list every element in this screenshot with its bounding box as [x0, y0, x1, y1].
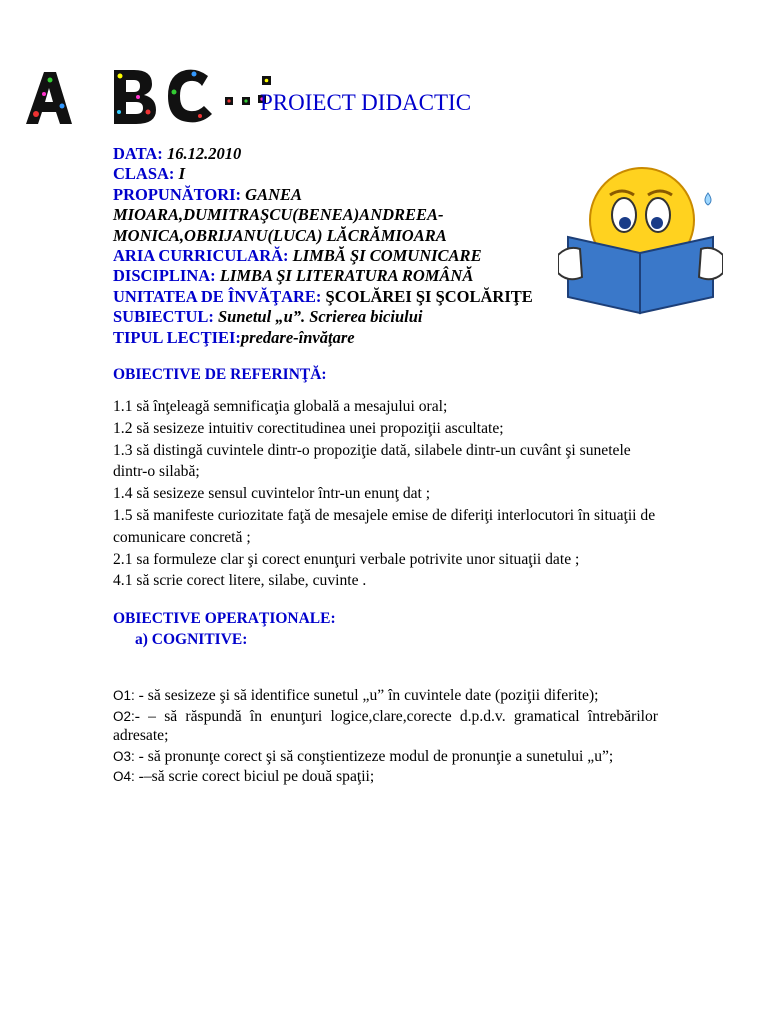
objective-text: - să sesizeze şi să identifice sunetul „u” în cuvintele date (poziţii diferite);	[134, 687, 599, 704]
list-item: 1.3 să distingă cuvintele dintr-o propoziţie dată, silabele dintr-un cuvânt şi sunetele dintr-o silabă;	[113, 441, 631, 481]
list-item: 4.1 să scrie corect litere, silabe, cuvinte .	[113, 572, 367, 590]
meta-authors	[113, 185, 583, 246]
meta-value: I	[178, 164, 185, 184]
document-title: PROIECT DIDACTIC	[260, 90, 472, 115]
list-item	[113, 686, 658, 705]
meta-value: 16.12.2010	[166, 144, 242, 163]
meta-discipline	[113, 266, 583, 286]
list-item	[113, 747, 658, 766]
meta-lesson-type	[113, 328, 583, 348]
meta-curricular-area	[113, 246, 583, 266]
meta-date	[113, 144, 583, 164]
ref-objectives-heading: OBIECTIVE DE REFERINŢĂ:	[113, 366, 327, 383]
list-item: 1.5 să manifeste curiozitate faţă de mesajele emise de diferiţi interlocutori în situaţii de comunicare concretă ;	[113, 506, 656, 546]
meta-class	[113, 164, 583, 184]
meta-value: GANEA MIOARA,DUMITRAŞCU(BENEA)ANDREEA-MONICA,OBRIJANU(LUCA) LĂCRĂMIOARA	[113, 184, 447, 245]
meta-subject	[113, 307, 583, 327]
objective-code: O1:	[113, 688, 135, 703]
meta-label: CLASA:	[113, 164, 179, 184]
ref-objectives-list	[113, 396, 658, 592]
list-item: 1.4 să sesizeze sensul cuvintelor într-un enunţ dat ;	[113, 485, 431, 503]
objective-code: O4:	[113, 769, 135, 785]
list-item	[113, 707, 658, 745]
meta-value: ŞCOLĂREI ŞI ŞCOLĂRIŢE	[325, 286, 533, 306]
meta-value: Sunetul „u”. Scrierea biciului	[218, 307, 423, 327]
meta-value: LIMBA ŞI LITERATURA ROMÂNĂ	[219, 266, 474, 286]
reading-smiley-illustration	[558, 165, 723, 315]
letter-b	[114, 70, 156, 124]
list-item: 2.1 sa formuleze clar şi corect enunţuri verbale potrivite unor situaţii date ;	[113, 550, 580, 568]
op-objectives-list	[113, 686, 658, 788]
meta-unit	[113, 287, 583, 307]
meta-label: PROPUNĂTORI:	[113, 184, 246, 204]
meta-label: DATA:	[113, 144, 167, 163]
list-item	[113, 767, 658, 786]
letter-a	[26, 72, 72, 124]
letter-c	[168, 70, 212, 123]
meta-label: ARIA CURRICULARĂ:	[113, 246, 293, 266]
objective-code: O3:	[113, 748, 135, 764]
meta-label: SUBIECTUL:	[113, 307, 218, 327]
abc-logo	[22, 62, 272, 132]
objective-code: O2:	[113, 708, 135, 724]
objective-text: - – să răspundă în enunţuri logice,clare,corecte d.p.d.v. gramatical întrebărilor adresate;	[113, 707, 658, 744]
meta-value: predare-învăţare	[240, 327, 355, 347]
meta-label: DISCIPLINA:	[113, 266, 220, 286]
meta-value: LIMBĂ ŞI COMUNICARE	[292, 246, 482, 266]
op-objectives-heading: OBIECTIVE OPERAŢIONALE:	[113, 610, 336, 627]
objective-text: - să pronunţe corect şi să conştientizeze modul de pronunţie a sunetului „u”;	[134, 747, 614, 765]
objective-text: -–să scrie corect biciul pe două spaţii;	[134, 768, 375, 786]
list-item: 1.2 să sesizeze intuitiv corectitudinea unei propoziţii ascultate;	[113, 419, 504, 437]
meta-label: TIPUL LECŢIEI:	[113, 327, 241, 347]
meta-block	[113, 144, 583, 348]
op-subheading: a) COGNITIVE:	[135, 631, 248, 648]
list-item: 1.1 să înţeleagă semnificaţia globală a mesajului oral;	[113, 398, 448, 415]
meta-label: UNITATEA DE ÎNVĂŢARE:	[113, 286, 326, 306]
